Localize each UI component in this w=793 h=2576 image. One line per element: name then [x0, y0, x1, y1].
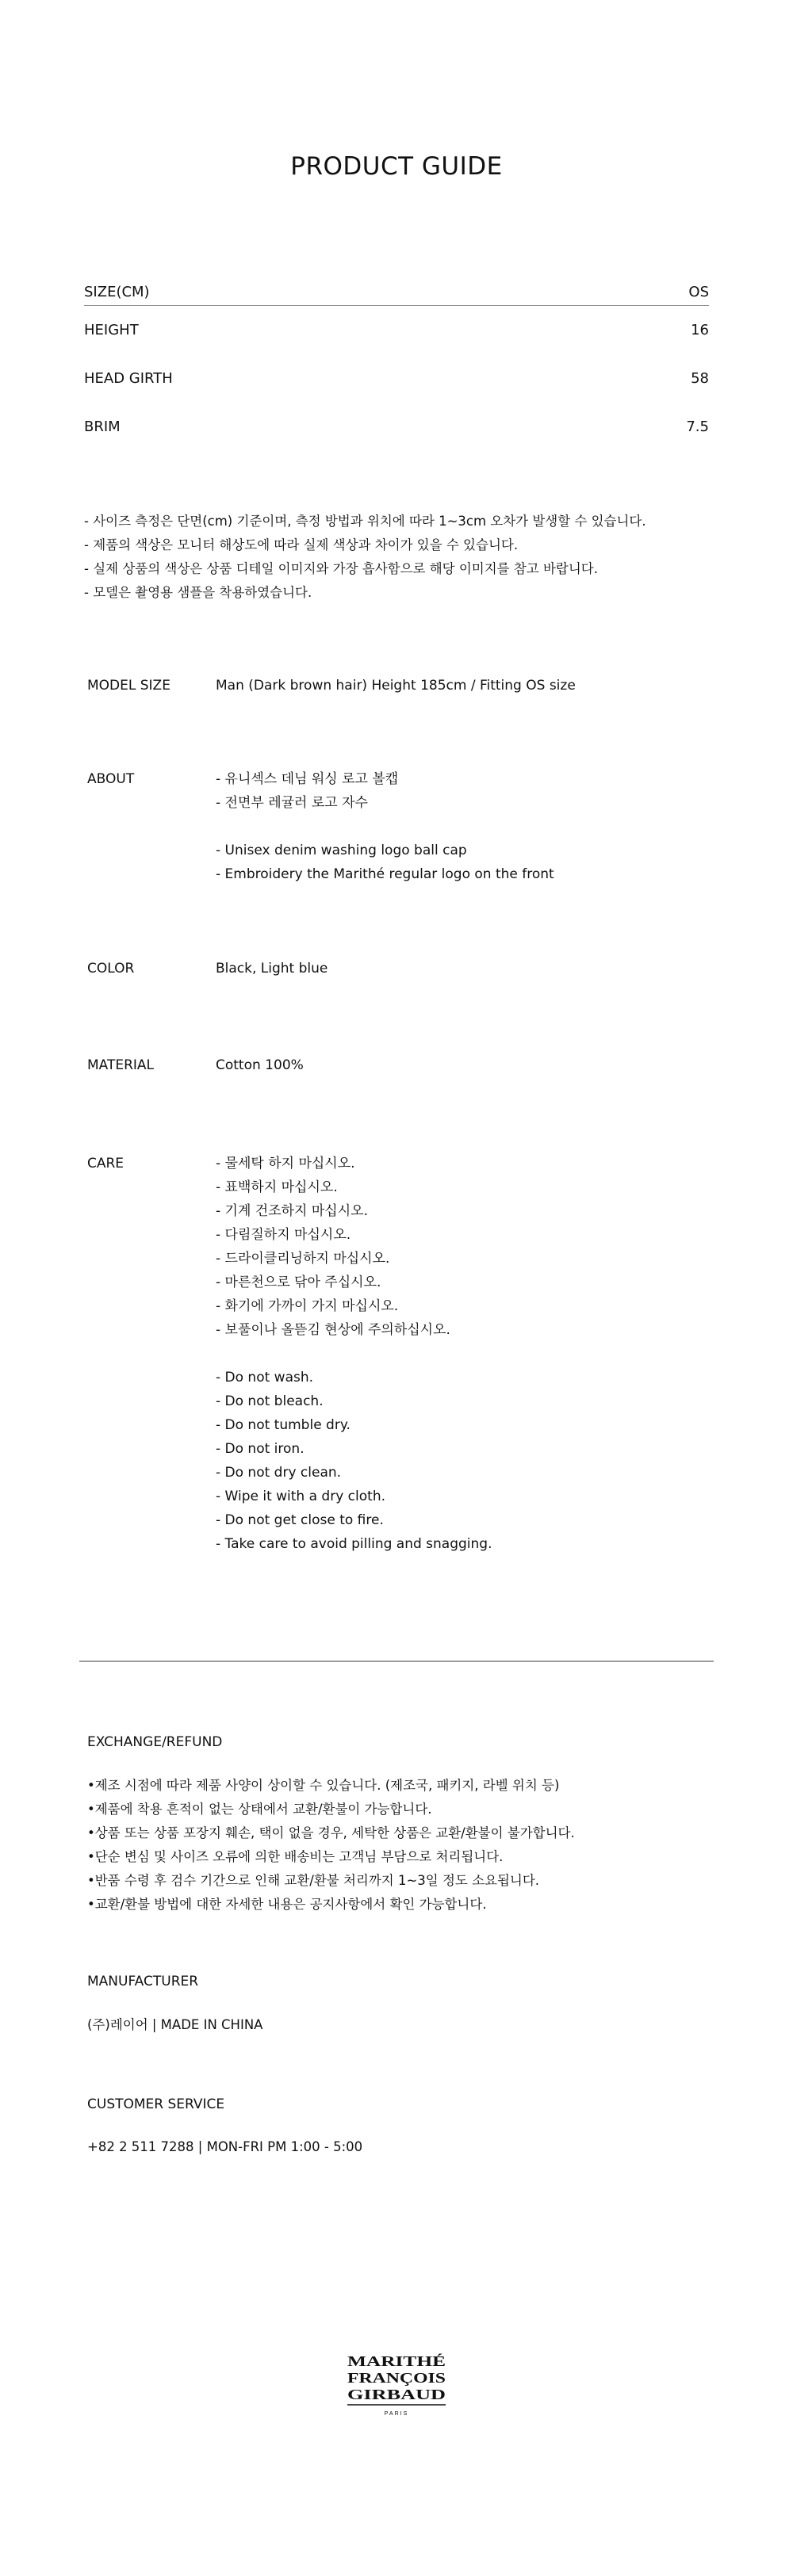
note-line: - 모델은 촬영용 샘플을 착용하였습니다. [84, 585, 312, 600]
spec-line: Man (Dark brown hair) Height 185cm / Fitting OS size [216, 678, 576, 694]
spec-care [87, 1152, 706, 1556]
size-row-label: BRIM [84, 419, 121, 435]
brand-logo [346, 2350, 447, 2421]
spec-line: - 다림질하지 마십시오. [216, 1227, 351, 1243]
spec-line: - Embroidery the Marithé regular logo on the front [216, 866, 554, 882]
exchange-title: EXCHANGE/REFUND [87, 1734, 223, 1750]
spec-line: - Wipe it with a dry cloth. [216, 1489, 385, 1504]
spec-line: - 유니섹스 데님 워싱 로고 볼캡 [216, 771, 399, 787]
spec-value [216, 957, 706, 980]
customer-service-line: +82 2 511 7288 | MON-FRI PM 1:00 - 5:00 [87, 2139, 363, 2154]
size-row-value: 58 [691, 370, 709, 387]
spec-label: MATERIAL [87, 1057, 155, 1073]
exchange-line: •반품 수령 후 검수 기간으로 인해 교환/환불 처리까지 1~3일 정도 소요됩니다. [87, 1873, 540, 1888]
spec-line: - Do not get close to fire. [216, 1512, 384, 1528]
spec-model-size [87, 674, 706, 698]
spec-line: - Take care to avoid pilling and snagging. [216, 1536, 492, 1552]
logo-tagline: PARIS [384, 2411, 409, 2417]
size-row-value: 7.5 [686, 419, 709, 435]
spec-material [87, 1053, 706, 1077]
logo-line: GIRBAUD [347, 2387, 446, 2402]
size-row-height [84, 306, 709, 354]
spec-line: - 화기에 가까이 가지 마십시오. [216, 1298, 399, 1314]
spec-line: - Unisex denim washing logo ball cap [216, 843, 467, 858]
exchange-line: •교환/환불 방법에 대한 자세한 내용은 공지사항에서 확인 가능합니다. [87, 1897, 487, 1912]
spec-line: - 마른천으로 닦아 주십시오. [216, 1275, 381, 1290]
exchange-line: •제조 시점에 따라 제품 사양이 상이할 수 있습니다. (제조국, 패키지, 라벨 위치 등) [87, 1778, 560, 1793]
spec-line: - Do not dry clean. [216, 1465, 342, 1481]
spec-line: - 전면부 레귤러 로고 자수 [216, 795, 368, 811]
section-divider [79, 1661, 714, 1662]
spec-line: - 기계 건조하지 마십시오. [216, 1203, 368, 1219]
size-notes [84, 510, 711, 605]
size-header-value: OS [688, 284, 709, 300]
spec-label: ABOUT [87, 771, 135, 787]
spec-line: - 물세탁 하지 마십시오. [216, 1156, 355, 1171]
spec-line: - 드라이클리닝하지 마십시오. [216, 1251, 390, 1267]
exchange-line: •제품에 착용 흔적이 없는 상태에서 교환/환불이 가능합니다. [87, 1802, 432, 1817]
spec-line: - Do not bleach. [216, 1393, 324, 1409]
spec-label: CARE [87, 1156, 125, 1171]
manufacturer-title: MANUFACTURER [87, 1974, 199, 1989]
manufacturer-text [87, 2013, 262, 2037]
exchange-text [87, 1774, 575, 1917]
customer-service-title: CUSTOMER SERVICE [87, 2096, 225, 2112]
size-row-head-girth [84, 354, 709, 403]
size-table-header [84, 279, 709, 306]
size-row-label: HEIGHT [84, 322, 139, 338]
size-table [84, 279, 709, 451]
spec-line: - Do not wash. [216, 1370, 314, 1385]
logo-line: FRANÇOIS [347, 2370, 446, 2386]
spec-value [216, 1053, 706, 1077]
spec-value [216, 674, 706, 698]
note-line: - 실제 상품의 색상은 상품 디테일 이미지와 가장 흡사함으로 해당 이미지를 참고 바랍니다. [84, 561, 598, 576]
spec-line [216, 1342, 706, 1366]
spec-line: - Do not iron. [216, 1441, 305, 1457]
spec-color [87, 957, 706, 980]
page-title: PRODUCT GUIDE [290, 152, 503, 181]
size-row-brim [84, 403, 709, 451]
note-line: - 사이즈 측정은 단면(cm) 기준이며, 측정 방법과 위치에 따라 1~3cm 오차가 발생할 수 있습니다. [84, 514, 646, 529]
spec-about [87, 767, 706, 886]
spec-value [216, 767, 706, 886]
size-row-value: 16 [691, 322, 709, 338]
exchange-line: •상품 또는 상품 포장지 훼손, 택이 없을 경우, 세탁한 상품은 교환/환불이 불가합니다. [87, 1825, 575, 1840]
exchange-line: •단순 변심 및 사이즈 오류에 의한 배송비는 고객님 부담으로 처리됩니다. [87, 1849, 504, 1864]
spec-value [216, 1152, 706, 1556]
spec-line: Black, Light blue [216, 961, 328, 977]
spec-line: - 보풀이나 올뜯김 현상에 주의하십시오. [216, 1322, 450, 1338]
logo-line: MARITHÉ [347, 2353, 418, 2369]
manufacturer-line: (주)레이어 | MADE IN CHINA [87, 2017, 263, 2032]
note-line: - 제품의 색상은 모니터 해상도에 따라 실제 색상과 차이가 있을 수 있습니다. [84, 537, 519, 552]
size-row-label: HEAD GIRTH [84, 370, 173, 387]
spec-label: MODEL SIZE [87, 678, 170, 694]
customer-service-text [87, 2135, 362, 2159]
spec-line [216, 815, 706, 839]
spec-line: - Do not tumble dry. [216, 1417, 351, 1433]
spec-line: Cotton 100% [216, 1057, 304, 1073]
size-header-label: SIZE(CM) [84, 284, 150, 300]
spec-label: COLOR [87, 961, 135, 977]
spec-line: - 표백하지 마십시오. [216, 1179, 338, 1195]
